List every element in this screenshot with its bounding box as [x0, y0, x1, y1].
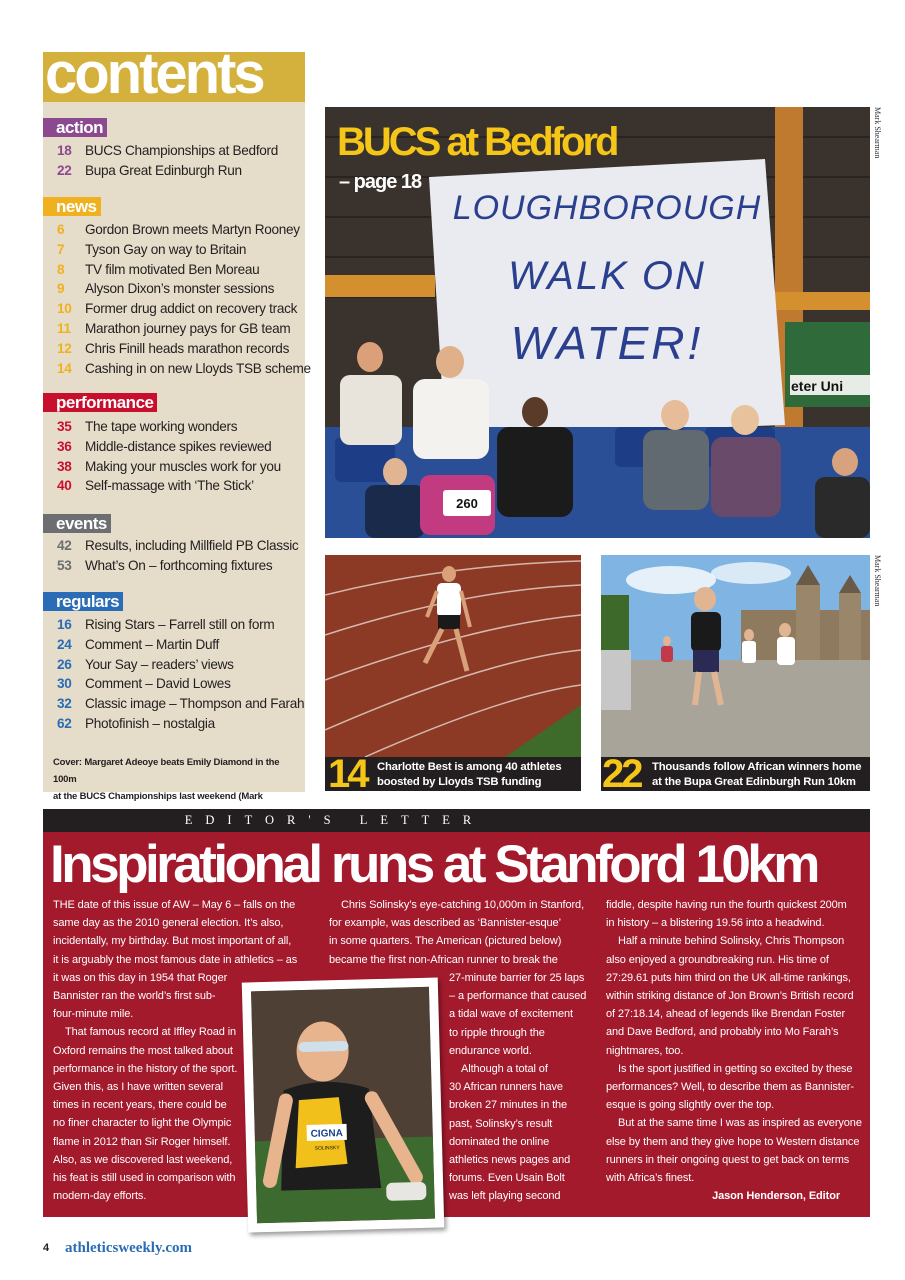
editorial-line: performance in the history of the sport.	[53, 1062, 238, 1075]
toc-entry[interactable]	[57, 635, 307, 655]
toc-entry[interactable]	[57, 536, 307, 556]
toc-page-number: 38	[57, 458, 72, 474]
toc-page-number: 8	[57, 261, 65, 277]
section-list-regulars	[57, 615, 307, 734]
section-tag-news: news	[43, 197, 101, 216]
editorial-line: it was on this day in 1954 that Roger	[53, 971, 228, 984]
section-list-events	[57, 536, 307, 576]
banner-line-2: WALK ON	[508, 254, 706, 298]
editorial-line: to ripple through the	[449, 1026, 545, 1039]
toc-entry-label: Your Say – readers’ views	[85, 656, 234, 672]
editorial-line: athletics news pages and	[449, 1154, 571, 1167]
editorial-line: performances? Well, to describe them as Bannister-	[606, 1081, 854, 1094]
toc-page-number: 26	[57, 656, 72, 672]
toc-entry-label: Bupa Great Edinburgh Run	[85, 162, 242, 178]
editorial-line: else by them and they give hope to Western distance	[606, 1135, 860, 1148]
toc-entry-label: Gordon Brown meets Martyn Rooney	[85, 222, 300, 237]
photo-credit-features: Mark Shearman	[873, 555, 882, 607]
bib-number: 260	[456, 496, 478, 511]
toc-page-number: 14	[57, 360, 72, 376]
toc-entry[interactable]	[57, 674, 307, 694]
toc-entry-label: Self-massage with ‘The Stick’	[85, 478, 254, 494]
hero-subtitle: – page 18	[339, 171, 422, 193]
toc-entry[interactable]	[57, 476, 307, 496]
editorial-line: forums. Even Usain Bolt	[449, 1172, 565, 1185]
toc-page-number: 6	[57, 222, 65, 237]
editorial-line: of 27:18.14, ahead of legends like Brendan Foster	[606, 1008, 846, 1021]
hero-photo-illustration	[325, 107, 870, 538]
editorial-line: dominated the online	[449, 1135, 550, 1148]
site-url-link[interactable]: athleticsweekly.com	[65, 1240, 193, 1256]
feature-page-number-1: 14	[328, 752, 367, 796]
editorial-line: Although a total of	[461, 1063, 548, 1076]
editorial-line: But at the same time I was as inspired as everyone	[618, 1117, 862, 1130]
editorial-line: Bannister ran the world’s first sub-	[53, 990, 216, 1003]
toc-entry-label: Classic image – Thompson and Farah	[85, 696, 305, 712]
toc-entry[interactable]	[57, 359, 311, 379]
feature-photo-track-runner	[325, 555, 581, 757]
editorial-line: 27:29.61 puts him third on the UK all-time rankings,	[606, 971, 851, 984]
photo-credit-hero: Mark Shearman	[873, 107, 882, 159]
toc-entry[interactable]	[57, 319, 307, 339]
feature-page-number-2: 22	[602, 752, 641, 796]
editorial-line: and Dave Bedford, and probably into Mo Farah’s	[606, 1026, 839, 1039]
editorial-line: fiddle, despite having run the fourth quickest 200m	[606, 899, 847, 911]
toc-entry-label: Comment – David Lowes	[85, 676, 231, 692]
editorial-line: Half a minute behind Solinsky, Chris Thompson	[618, 935, 845, 948]
editorial-line: runners in their ongoing quest to get back on terms	[606, 1153, 850, 1166]
toc-page-number: 22	[57, 162, 72, 178]
vest-name: SOLINSKY	[314, 1145, 340, 1152]
editorial-line: with Africa’s finest.	[606, 1172, 695, 1185]
editorial-line: for example, was described as ‘Bannister-esque’	[329, 917, 561, 930]
toc-entry-label: Making your muscles work for you	[85, 458, 281, 474]
edinburgh-photo-illustration	[601, 555, 870, 757]
toc-entry-label: Cashing in on new Lloyds TSB scheme	[85, 360, 311, 376]
toc-entry[interactable]	[57, 556, 307, 576]
editorial-line: Oxford remains the most talked about	[53, 1044, 233, 1057]
toc-entry-label: Comment – Martin Duff	[85, 636, 219, 652]
toc-page-number: 10	[57, 301, 72, 317]
editorial-line: a tidal wave of excitement	[449, 1008, 573, 1021]
editorial-headline: Inspirational runs at Stanford 10km	[50, 835, 817, 894]
toc-entry-label: Marathon journey pays for GB team	[85, 320, 291, 336]
editorial-line: 27-minute barrier for 25 laps	[449, 972, 585, 984]
editorial-line: modern-day efforts.	[53, 1190, 147, 1203]
contents-title: contents	[45, 41, 263, 106]
toc-entry-label: Alyson Dixon’s monster sessions	[85, 281, 275, 297]
toc-page-number: 40	[57, 478, 72, 494]
toc-entry[interactable]	[57, 141, 307, 161]
editorial-line: THE date of this issue of AW – May 6 – falls on the	[53, 899, 296, 911]
toc-entry-label: What’s On – forthcoming fixtures	[85, 557, 273, 573]
toc-page-number: 62	[57, 715, 72, 731]
section-list-news	[57, 220, 311, 378]
section-tag-events: events	[43, 514, 111, 533]
section-tag-action: action	[43, 118, 107, 137]
editorial-line: same day as the 2010 general election. It’s also,	[53, 917, 284, 930]
editorial-line: incidentally, my birthday. But most important of all,	[53, 935, 292, 948]
editorial-line: was left playing second	[449, 1190, 561, 1203]
feature-photo-edinburgh-run	[601, 555, 870, 757]
toc-page-number: 9	[57, 281, 65, 297]
section-list-action	[57, 141, 307, 181]
editorial-line: became the first non-African runner to break the	[329, 953, 558, 966]
toc-entry-label: Chris Finill heads marathon records	[85, 340, 290, 356]
toc-page-number: 12	[57, 340, 72, 356]
section-list-performance	[57, 417, 307, 496]
editorial-line: nightmares, too.	[606, 1044, 684, 1057]
editorial-line: times in recent years, there could be	[53, 1099, 227, 1112]
editorial-line: broken 27 minutes in the	[449, 1099, 568, 1112]
toc-page-number: 18	[57, 143, 72, 158]
toc-page-number: 24	[57, 636, 72, 652]
hero-photo-bucs-crowd	[325, 107, 870, 538]
toc-entry-label: Photofinish – nostalgia	[85, 715, 215, 731]
vest-sponsor: CIGNA	[310, 1128, 344, 1140]
editorial-line: endurance world.	[449, 1044, 532, 1057]
toc-page-number: 11	[57, 320, 71, 336]
toc-entry-label: Middle-distance spikes reviewed	[85, 438, 272, 454]
editorial-line: it is arguably the most famous date in athletics – as	[53, 953, 298, 966]
portrait-illustration	[251, 987, 435, 1224]
toc-page-number: 32	[57, 696, 72, 712]
editorial-line: no finer character to light the Olympic	[53, 1117, 232, 1130]
editorial-line: within striking distance of Jon Brown’s British record	[606, 990, 854, 1003]
editorial-line: his feat is still used in comparison with	[53, 1172, 236, 1185]
toc-entry-label: Tyson Gay on way to Britain	[85, 241, 247, 257]
editorial-line: – a performance that caused	[449, 990, 587, 1003]
toc-page-number: 42	[57, 538, 72, 553]
toc-entry-label: Results, including Millfield PB Classic	[85, 538, 299, 553]
toc-page-number: 53	[57, 557, 72, 573]
toc-entry[interactable]	[57, 417, 307, 437]
editorial-column-2-wrap	[449, 969, 599, 1206]
toc-entry-label: BUCS Championships at Bedford	[85, 143, 279, 158]
banner-line-1: LOUGHBOROUGH	[452, 189, 762, 227]
toc-entry[interactable]	[57, 240, 307, 260]
editor-signature: Jason Henderson, Editor	[712, 1190, 840, 1202]
cover-caption: Cover: Margaret Adeoye beats Emily Diamond in the 100m at the BUCS Championships last weekend (Mark	[53, 757, 280, 802]
toc-page-number: 30	[57, 676, 72, 692]
editorial-line: esque is going slightly over the top.	[606, 1099, 775, 1112]
toc-entry[interactable]	[57, 655, 307, 675]
section-tag-regulars: regulars	[43, 592, 123, 611]
toc-entry[interactable]	[57, 615, 307, 635]
editorial-column-2-top	[329, 896, 604, 969]
track-photo-illustration	[325, 555, 581, 757]
flag-text: eter Uni	[791, 378, 844, 394]
toc-entry[interactable]	[57, 339, 307, 359]
editorial-line: past, Solinsky’s result	[449, 1117, 553, 1130]
feature-caption-2: Thousands follow African winners home at the Bupa Great Edinburgh Run 10km	[652, 761, 862, 788]
toc-entry[interactable]	[57, 299, 307, 319]
toc-entry[interactable]	[57, 714, 307, 734]
page-number: 4	[43, 1242, 50, 1254]
editorial-line: flame in 2012 than Sir Roger himself.	[53, 1135, 231, 1148]
toc-entry[interactable]	[57, 457, 307, 477]
toc-page-number: 35	[57, 419, 72, 434]
toc-entry[interactable]	[57, 260, 307, 280]
editor-letter-label: EDITOR'S LETTER	[184, 813, 485, 827]
toc-entry[interactable]	[57, 220, 307, 240]
editorial-line: also enjoyed a groundbreaking run. His time of	[606, 953, 829, 966]
editorial-line: 30 African runners have	[449, 1081, 563, 1094]
editorial-line: in some quarters. The American (pictured below)	[329, 935, 562, 948]
toc-entry[interactable]	[57, 161, 307, 181]
toc-page-number: 7	[57, 241, 65, 257]
banner-line-3: WATER!	[510, 317, 704, 369]
editorial-line: in history – a blistering 19.56 into a headwind.	[606, 917, 825, 930]
feature-caption-1: Charlotte Best is among 40 athletes boosted by Lloyds TSB funding	[377, 761, 562, 788]
section-tag-performance: performance	[43, 393, 157, 412]
toc-entry[interactable]	[57, 279, 307, 299]
toc-entry-label: TV film motivated Ben Moreau	[85, 261, 260, 277]
toc-page-number: 16	[57, 617, 72, 632]
solinsky-portrait-photo	[242, 977, 444, 1232]
editorial-line: Chris Solinsky’s eye-catching 10,000m in Stanford,	[341, 899, 585, 911]
hero-title: BUCS at Bedford	[337, 120, 617, 164]
editorial-line: Is the sport justified in getting so excited by these	[618, 1062, 853, 1075]
toc-entry-label: Former drug addict on recovery track	[85, 301, 298, 317]
toc-entry[interactable]	[57, 437, 307, 457]
toc-page-number: 36	[57, 438, 72, 454]
editorial-line: Also, as we discovered last weekend,	[53, 1153, 233, 1166]
toc-entry-label: Rising Stars – Farrell still on form	[85, 617, 275, 632]
editorial-line: That famous record at Iffley Road in	[65, 1026, 237, 1039]
editorial-column-3	[606, 896, 868, 1187]
editorial-line: four-minute mile.	[53, 1008, 134, 1021]
toc-entry[interactable]	[57, 694, 307, 714]
toc-entry-label: The tape working wonders	[85, 419, 238, 434]
editorial-line: Given this, as I have written several	[53, 1081, 223, 1094]
